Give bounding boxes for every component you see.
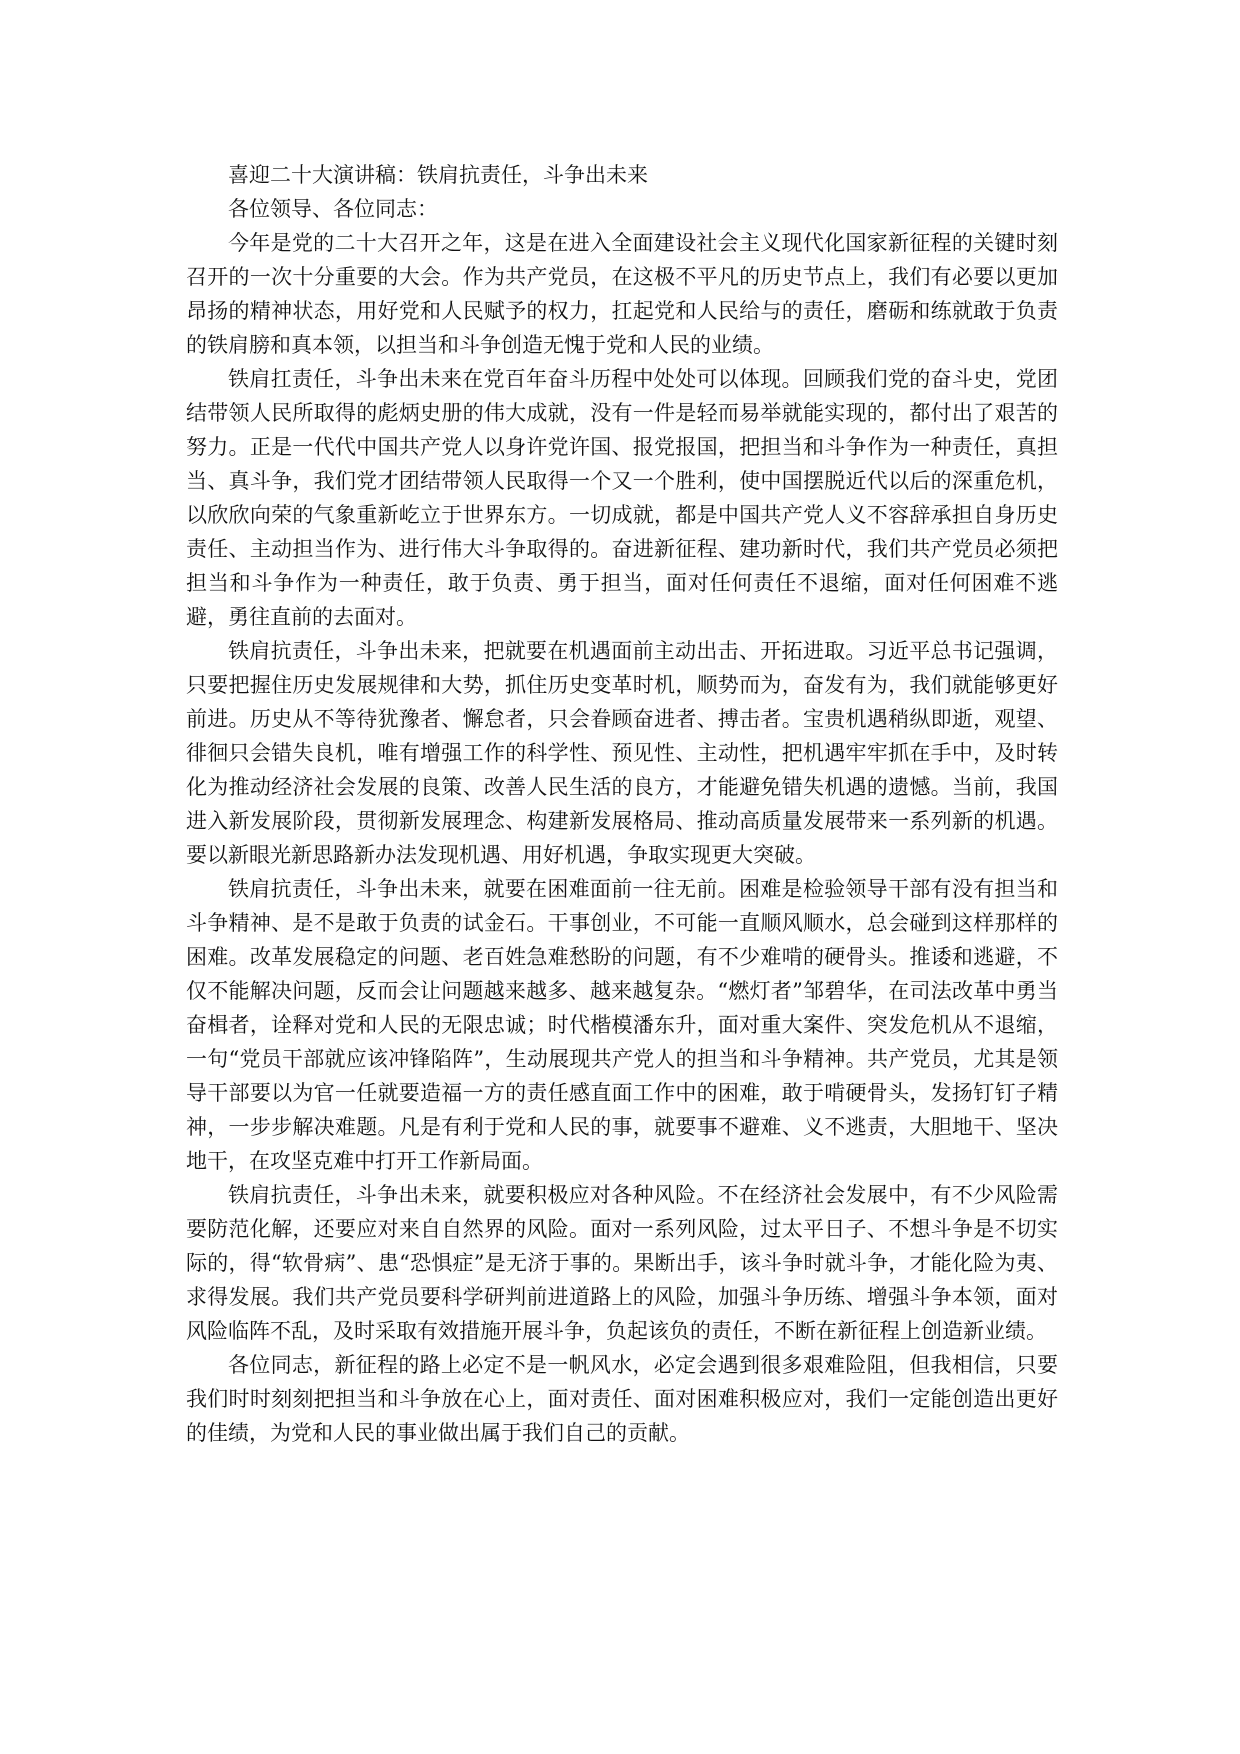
salutation: 各位领导、各位同志： bbox=[228, 197, 438, 221]
document-body bbox=[186, 158, 1058, 1450]
paragraph-6: 各位同志，新征程的路上必定不是一帆风水，必定会遇到很多艰难险阻，但我相信，只要我们时时刻刻把担当和斗争放在心上，面对责任、面对困难积极应对，我们一定能创造出更好的佳绩，为党和人民的事业做出属于我们自己的贡献。 bbox=[186, 1353, 1058, 1445]
paragraph-1: 今年是党的二十大召开之年，这是在进入全面建设社会主义现代化国家新征程的关键时刻召开的一次十分重要的大会。作为共产党员，在这极不平凡的历史节点上，我们有必要以更加昂扬的精神状态，用好党和人民赋予的权力，扛起党和人民给与的责任，磨砺和练就敢于负责的铁肩膀和真本领，以担当和斗争创造无愧于党和人民的业绩。 bbox=[186, 231, 1058, 357]
paragraph-3: 铁肩抗责任，斗争出未来，把就要在机遇面前主动出击、开拓进取。习近平总书记强调，只要把握住历史发展规律和大势，抓住历史变革时机，顺势而为，奋发有为，我们就能够更好前进。历史从不等待犹豫者、懈怠者，只会眷顾奋进者、搏击者。宝贵机遇稍纵即逝，观望、徘徊只会错失良机，唯有增强工作的科学性、预见性、主动性，把机遇牢牢抓在手中，及时转化为推动经济社会发展的良策、改善人民生活的良方，才能避免错失机遇的遗憾。当前，我国进入新发展阶段，贯彻新发展理念、构建新发展格局、推动高质量发展带来一系列新的机遇。要以新眼光新思路新办法发现机遇、用好机遇，争取实现更大突破。 bbox=[186, 639, 1058, 867]
paragraph-4: 铁肩抗责任，斗争出未来，就要在困难面前一往无前。困难是检验领导干部有没有担当和斗争精神、是不是敢于负责的试金石。干事创业，不可能一直顺风顺水，总会碰到这样那样的困难。改革发展稳定的问题、老百姓急难愁盼的问题，有不少难啃的硬骨头。推诿和逃避，不仅不能解决问题，反而会让问题越来越多、越来越复杂。“燃灯者”邹碧华，在司法改革中勇当奋楫者，诠释对党和人民的无限忠诚；时代楷模潘东升，面对重大案件、突发危机从不退缩，一句“党员干部就应该冲锋陷阵”，生动展现共产党人的担当和斗争精神。共产党员，尤其是领导干部要以为官一任就要造福一方的责任感直面工作中的困难，敢于啃硬骨头，发扬钉钉子精神，一步步解决难题。凡是有利于党和人民的事，就要事不避难、义不逃责，大胆地干、坚决地干，在攻坚克难中打开工作新局面。 bbox=[186, 877, 1058, 1173]
paragraph-2: 铁肩扛责任，斗争出未来在党百年奋斗历程中处处可以体现。回顾我们党的奋斗史，党团结带领人民所取得的彪炳史册的伟大成就，没有一件是轻而易举就能实现的，都付出了艰苦的努力。正是一代代中国共产党人以身许党许国、报党报国，把担当和斗争作为一种责任，真担当、真斗争，我们党才团结带领人民取得一个又一个胜利，使中国摆脱近代以后的深重危机，以欣欣向荣的气象重新屹立于世界东方。一切成就，都是中国共产党人义不容辞承担自身历史责任、主动担当作为、进行伟大斗争取得的。奋进新征程、建功新时代，我们共产党员必须把担当和斗争作为一种责任，敢于负责、勇于担当，面对任何责任不退缩，面对任何困难不逃避，勇往直前的去面对。 bbox=[186, 367, 1058, 629]
paragraph-5: 铁肩抗责任，斗争出未来，就要积极应对各种风险。不在经济社会发展中，有不少风险需要防范化解，还要应对来自自然界的风险。面对一系列风险，过太平日子、不想斗争是不切实际的，得“软骨病”、患“恐惧症”是无济于事的。果断出手，该斗争时就斗争，才能化险为夷、求得发展。我们共产党员要科学研判前进道路上的风险，加强斗争历练、增强斗争本领，面对风险临阵不乱，及时采取有效措施开展斗争，负起该负的责任，不断在新征程上创造新业绩。 bbox=[186, 1183, 1058, 1343]
document-title: 喜迎二十大演讲稿：铁肩抗责任，斗争出未来 bbox=[228, 163, 648, 187]
